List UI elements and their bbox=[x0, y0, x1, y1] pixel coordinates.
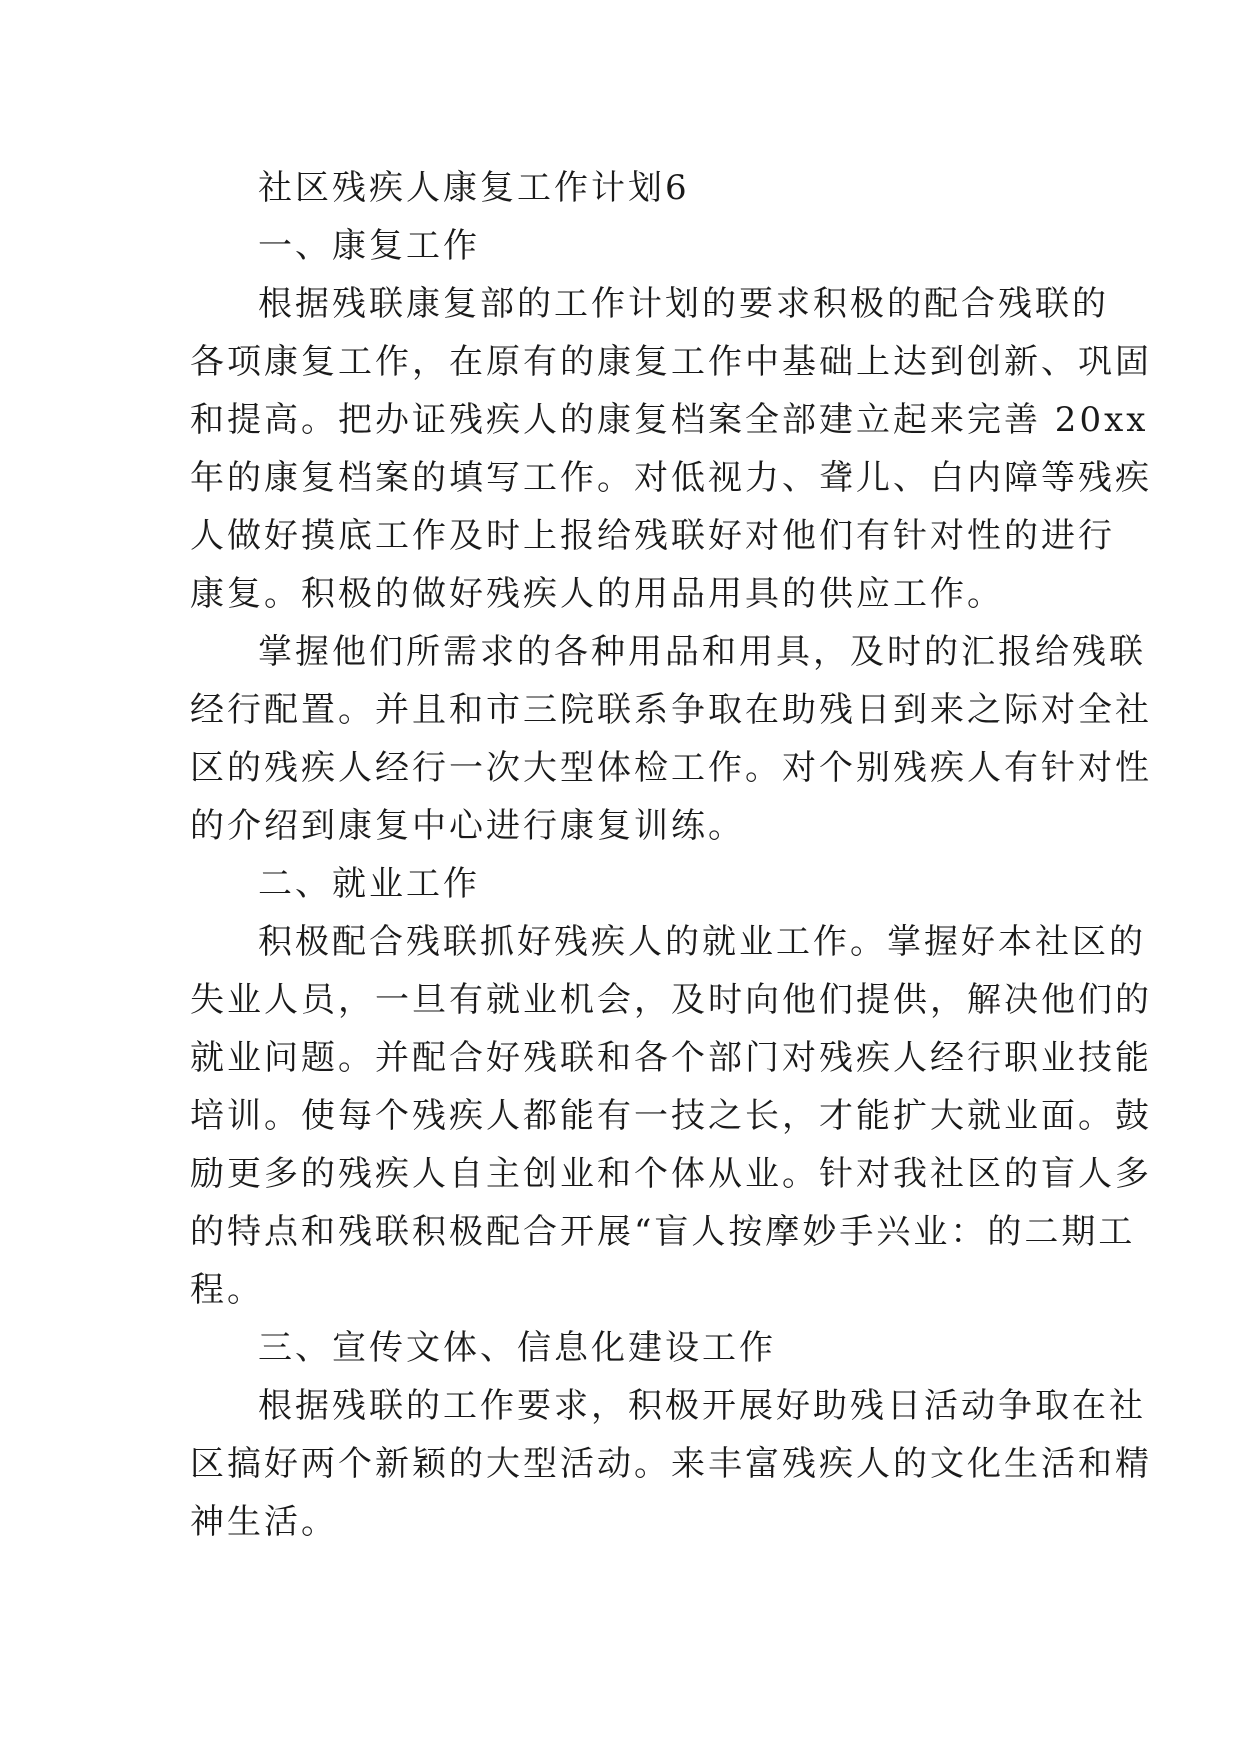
paragraph-line: 神生活。 bbox=[190, 1502, 338, 1542]
paragraph-line: 区搞好两个新颖的大型活动。来丰富残疾人的文化生活和精 bbox=[190, 1444, 1152, 1484]
section-heading: 一、康复工作 bbox=[258, 226, 480, 266]
paragraph-line: 积极配合残联抓好残疾人的就业工作。掌握好本社区的 bbox=[258, 922, 1146, 962]
paragraph-line: 励更多的残疾人自主创业和个体从业。针对我社区的盲人多 bbox=[190, 1154, 1152, 1194]
paragraph-line: 就业问题。并配合好残联和各个部门对残疾人经行职业技能 bbox=[190, 1038, 1152, 1078]
section-heading: 二、就业工作 bbox=[258, 864, 480, 904]
paragraph-line: 的特点和残联积极配合开展“盲人按摩妙手兴业：的二期工 bbox=[190, 1212, 1136, 1252]
paragraph-line: 和提高。把办证残疾人的康复档案全部建立起来完善 20xx bbox=[190, 400, 1149, 440]
paragraph-line: 人做好摸底工作及时上报给残联好对他们有针对性的进行 bbox=[190, 516, 1115, 556]
paragraph-line: 培训。使每个残疾人都能有一技之长，才能扩大就业面。鼓 bbox=[190, 1096, 1152, 1136]
paragraph-line: 各项康复工作，在原有的康复工作中基础上达到创新、巩固 bbox=[190, 342, 1152, 382]
paragraph-line: 区的残疾人经行一次大型体检工作。对个别残疾人有针对性 bbox=[190, 748, 1152, 788]
paragraph-line: 掌握他们所需求的各种用品和用具，及时的汇报给残联 bbox=[258, 632, 1146, 672]
paragraph-line: 康复。积极的做好残疾人的用品用具的供应工作。 bbox=[190, 574, 1004, 614]
paragraph-line: 根据残联的工作要求，积极开展好助残日活动争取在社 bbox=[258, 1386, 1146, 1426]
section-heading: 三、宣传文体、信息化建设工作 bbox=[258, 1328, 776, 1368]
paragraph-line: 根据残联康复部的工作计划的要求积极的配合残联的 bbox=[258, 284, 1109, 324]
paragraph-line: 失业人员，一旦有就业机会，及时向他们提供，解决他们的 bbox=[190, 980, 1152, 1020]
paragraph-line: 年的康复档案的填写工作。对低视力、聋儿、白内障等残疾 bbox=[190, 458, 1152, 498]
paragraph-line: 的介绍到康复中心进行康复训练。 bbox=[190, 806, 745, 846]
paragraph-line: 经行配置。并且和市三院联系争取在助残日到来之际对全社 bbox=[190, 690, 1152, 730]
paragraph-line: 程。 bbox=[190, 1270, 264, 1310]
document-title: 社区残疾人康复工作计划6 bbox=[258, 168, 690, 208]
